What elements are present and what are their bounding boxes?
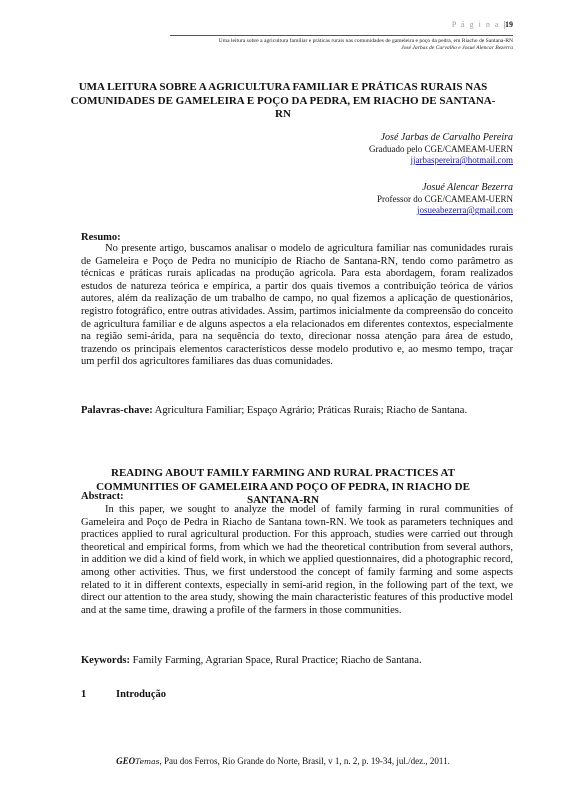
page-separator: | <box>503 20 505 29</box>
author-block <box>369 131 513 166</box>
journal-logo-temas: Temas <box>135 757 160 766</box>
resumo-heading: Resumo: <box>81 232 121 243</box>
resumo-text: No presente artigo, buscamos analisar o modelo de agricultura familiar nas comunidades rurais de Gameleira e Poço de Pedra no município de Riacho de Santana-RN, tendo como parâmetro as técnicas e práticas rurais aplicadas na produção agrícola. Para esta abordagem, foram realizados estudos de natureza teórica e empírica, a partir dos quais tivemos a contribuição teórica de vários autores, além da realização de um trabalho de campo, no qual fizemos a aplicação de questionários, registro fotográfico, entre outras atividades. Assim, partimos inicialmente da compreensão do conceito de agricultura familiar e de alguns aspectos a ela relacionados em diferentes contextos, especialmente na região semi-árida, para na sequência do texto, direcionar nossa atenção para área de estudo, trazendo os principais elementos característicos desse modelo produtivo e, ao mesmo tempo, traçar um perfil dos agricultores familiares das duas comunidades. <box>81 243 513 368</box>
article-title-pt: UMA LEITURA SOBRE A AGRICULTURA FAMILIAR E PRÁTICAS RURAIS NAS COMUNIDADES DE GAMELEIRA E POÇO DA PEDRA, EM RIACHO DE SANTANA-RN <box>70 81 496 121</box>
author-email-link[interactable]: jjarbaspereira@hotmail.com <box>410 155 513 165</box>
keywords-en <box>81 654 513 667</box>
running-authors: José Jarbas de Carvalho e Josué Alencar Bezerra <box>401 45 513 51</box>
author-affiliation: Professor do CGE/CAMEAM-UERN <box>377 194 513 204</box>
author-name: José Jarbas de Carvalho Pereira <box>380 132 513 143</box>
author-affiliation: Graduado pelo CGE/CAMEAM-UERN <box>369 144 513 154</box>
section-heading <box>81 689 166 700</box>
abstract-heading: Abstract: <box>81 491 124 502</box>
journal-logo-geo: GEO <box>116 756 136 766</box>
page-label: P á g i n a <box>451 20 500 29</box>
article-title-en: READING ABOUT FAMILY FARMING AND RURAL PRACTICES AT COMMUNITIES OF GAMELEIRA AND POÇO OF PEDRA, IN RIACHO DE SANTANA-RN <box>96 467 470 507</box>
section-title: Introdução <box>116 689 166 700</box>
keywords-pt <box>81 404 513 417</box>
section-number: 1 <box>81 689 87 700</box>
page-number-value: 19 <box>505 20 513 29</box>
footer-citation <box>0 756 566 766</box>
citation-text: , Pau dos Ferros, Rio Grande do Norte, Brasil, v 1, n. 2, p. 19-34, jul./dez., 2011. <box>159 756 450 766</box>
keywords-pt-label: Palavras-chave: <box>81 405 153 416</box>
keywords-en-label: Keywords: <box>81 655 130 666</box>
page-number <box>452 20 513 29</box>
keywords-pt-text: Agricultura Familiar; Espaço Agrário; Práticas Rurais; Riacho de Santana. <box>154 405 468 416</box>
author-email-link[interactable]: josueabezerra@gmail.com <box>417 205 513 215</box>
keywords-en-text: Family Farming, Agrarian Space, Rural Practice; Riacho de Santana. <box>132 655 422 666</box>
header-rule <box>170 35 513 36</box>
abstract-text: In this paper, we sought to analyze the model of family farming in rural communities of Gameleira and Poço de Pedra in Riacho de Santana town-RN. We took as parameters techniques and practices applied to rural agricultural production. For this approach, studies were carried out through theoretical and empirical forms, from which we had the theoretical contribution from several authors, in addition we did a kind of field work, in which we applied questionnaires, did a photographic record, among other activities. Thus, we first understood the concept of family farming and some aspects related to it in different contexts, especially in semi-arid region, in the following part of the text, we direct our attention to the area study, showing the main characteristic features of this productive model and at the same time, drawing a profile of the farmers in those communities. <box>81 504 513 616</box>
author-block <box>377 181 513 216</box>
author-name: Josué Alencar Bezerra <box>422 182 513 193</box>
running-title: Uma leitura sobre a agricultura familiar e práticas rurais nas comunidades de gameleira e poço da pedra, em Riacho de Santana-RN <box>218 38 513 44</box>
